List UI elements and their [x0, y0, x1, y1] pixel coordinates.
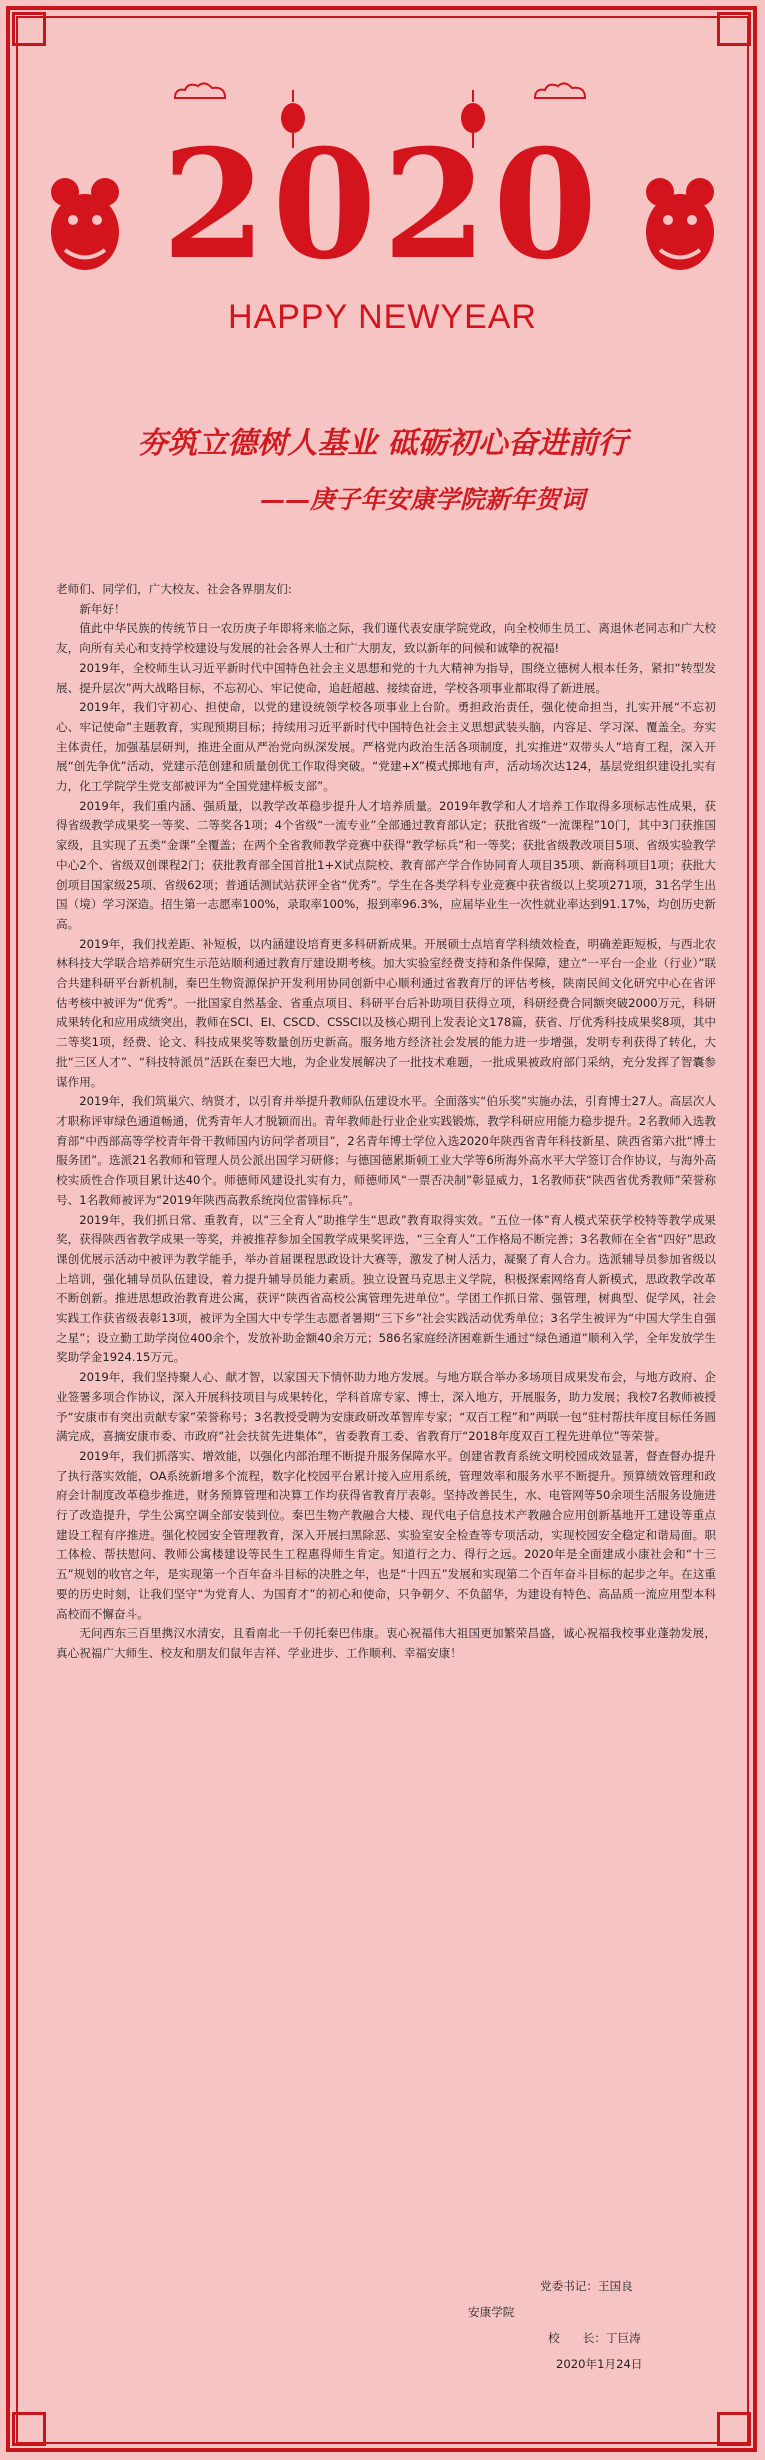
- letter-body: [56, 580, 716, 1664]
- signature-party-secretary: 党委书记：王国良: [540, 2279, 633, 2293]
- page-title: 夯筑立德树人基业 砥砺初心奋进前行: [137, 426, 628, 461]
- new-year-banner: [30, 117, 735, 360]
- cloud-icon: [530, 80, 590, 104]
- paragraph: 2019年，我们找差距、补短板，以内涵建设培育更多科研新成果。开展硕士点培育学科绩效检查，明确差距短板，与西北农林科技大学联合培养研究生示范站顺利通过教育厅建设期考核。加大实验室经费支持和条件保障，建立“一平台一企业（行业）”联合共建科研平台新机制，秦巴生物资源保护开发利用协同创新中心顺利通过省教育厅的评估考核，陕南民间文化研究中心在省评估考核中被评为“优秀”。一批国家自然基金、省重点项目、科研平台后补助项目获得立项，科研经费合同额突破2000万元，科研成果转化和应用成绩突出，教师在SCI、EI、CSCD、CSSCI以及核心期刊上发表论文178篇，获省、厅优秀科技成果奖8项，其中二等奖1项，经费、论文、科技成果奖等数量创历史新高。服务地方经济社会发展的能力进一步增强，发明专利获得了转化，大批“三区人才”、“科技特派员”活跃在秦巴大地，为企业发展解决了一批技术难题，一批成果被政府部门采纳，充分发挥了智囊参谋作用。: [56, 936, 716, 1089]
- paragraph: 新年好！: [79, 601, 126, 616]
- paragraph: 2019年，我们守初心、担使命，以党的建设统领学校各项事业上台阶。勇担政治责任，强化使命担当，扎实开展“不忘初心、牢记使命”主题教育，实现预期目标；持续用习近平新时代中国特色社会主义思想武装头脑，内容足、学习深、覆盖全。夯实主体责任，加强基层研判，推进全面从严治党向纵深发展。严格党内政治生活各项制度，扎实推进“双带头人”培育工程，深入开展“创先争优”活动，党建示范创建和质量创优工作取得突破。“党建+X”模式掷地有声，活动场次达124，基层党组织建设扎实有力，化工学院学生党支部被评为“全国党建样板支部”。: [56, 700, 716, 794]
- signature-president: 校 长：丁巨涛: [548, 2331, 641, 2345]
- salutation: 老师们、同学们，广大校友、社会各界朋友们:: [56, 582, 292, 596]
- paragraph: 无问西东三百里携汉水清安，且看南北一千仞托秦巴伟康。衷心祝福伟大祖国更加繁荣昌盛，诚心祝福我校事业蓬勃发展，真心祝福广大师生、校友和朋友们鼠年吉祥、学业进步、工作顺利、幸福安康！: [56, 1626, 716, 1660]
- banner-greeting: HAPPY NEWYEAR: [227, 298, 537, 336]
- signature-date: 2020年1月24日: [556, 2357, 643, 2371]
- paragraph: 2019年，我们坚持聚人心、献才智，以家国天下情怀助力地方发展。与地方联合举办多场项目成果发布会，与地方政府、企业签署多项合作协议，深入开展科技项目与成果转化，学科首席专家、博士，深入地方，开展服务，助力发展；我校7名教师被授予“安康市有突出贡献专家”荣誉称号；3名教授受聘为安康政研改革智库专家；“双百工程”和“两联一包”驻村帮扶年度目标任务圆满完成，喜摘安康市委、市政府“社会扶贫先进集体”，省委教育工委、省教育厅“2018年度双百工程先进单位”等荣誉。: [56, 1370, 716, 1444]
- paragraph: 2019年，我们筑巢穴、纳贤才，以引育并举提升教师队伍建设水平。全面落实“伯乐奖”实施办法，引育博士27人。高层次人才职称评审绿色通道畅通，优秀青年人才脱颖而出。青年教师赴行业企业实践锻炼，教学科研应用能力稳步提升。2名教师入选教育部“中西部高等学校青年骨干教师国内访问学者项目”，2名青年博士学位入选2020年陕西省青年科技新星、陕西省第六批“博士服务团”。选派21名教师和管理人员公派出国学习研修；与德国德累斯顿工业大学等6所海外高水平大学签订合作协议，与海外高校实质性合作项目累计达40个。师德师风建设扎实有力，师德师风“一票否决制”彰显威力，1名教师获“陕西省优秀教师”荣誉称号、1名教师被评为“2019年陕西高教系统岗位雷锋标兵”。: [56, 1094, 716, 1207]
- signature-institution: 安康学院: [468, 2305, 515, 2319]
- banner-year: 2020: [161, 117, 604, 293]
- cloud-icon: [170, 80, 230, 104]
- page-subtitle: ——庚子年安康学院新年贺词: [260, 485, 586, 514]
- paragraph: 2019年，我们抓日常、重教育，以“三全育人”助推学生“思政”教育取得实效。“五位一体”育人模式荣获学校特等教学成果奖，获得陕西省教学成果一等奖，并被推荐参加全国教学成果奖评选，“三全育人”工作格局不断完善；3名教师在全省“四好”思政课创优展示活动中被评为教学能手，举办首届课程思政设计大赛等，激发了树人活力，凝聚了育人合力。选派辅导员参加省级以上培训，强化辅导员队伍建设，着力提升辅导员能力素质。独立设置马克思主义学院，积极探索网络育人新模式，思政教学改革不断创新。推进思想政治教育进公寓，获评“陕西省高校公寓管理先进单位”。学团工作抓日常、强管理，树典型、促学风，社会实践工作获省级表彰13项，被评为全国大中专学生志愿者暑期“三下乡”社会实践活动优秀单位；3名学生被评为“中国大学生自强之星”；设立勤工助学岗位400余个，发放补助金额40余万元；586名家庭经济困难新生通过“绿色通道”顺利入学，全年发放学生奖助学金1924.15万元。: [56, 1212, 716, 1365]
- paragraph: 值此中华民族的传统节日一农历庚子年即将来临之际，我们谨代表安康学院党政，向全校师生员工、离退休老同志和广大校友，向所有关心和支持学校建设与发展的社会各界人士和广大朋友，致以新年的问候和诚挚的祝福!: [56, 621, 716, 656]
- paragraph: 2019年，我们重内涵、强质量，以教学改革稳步提升人才培养质量。2019年教学和人才培养工作取得多项标志性成果，获得省级教学成果奖一等奖、二等奖各1项；4个省级“一流专业”全部通过教育部认定；获批省级“一流课程”10门，其中3门获推国家级，且实现了五类“金课”全覆盖；在两个全省教师教学竞赛中获得“教学标兵”和一等奖；获批省级教改项目5项、省级实验教学中心2个、省级双创课程2门；获批教育部全国首批1+X试点院校、教育部产学合作协同育人项目35项、新商科项目1项；获批大创项目国家级25项、省级62项；普通话测试站获评全省“优秀”。学生在各类学科专业竞赛中获省级以上奖项271项，31名学生出国（境）学习深造。招生第一志愿率100%，录取率100%，报到率96.3%，应届毕业生一次性就业率达到91.17%，均创历史新高。: [56, 798, 716, 931]
- paragraph: 2019年，我们抓落实、增效能，以强化内部治理不断提升服务保障水平。创建省教育系统文明校园成效显著，督查督办提升了执行落实效能，OA系统新增多个流程，数字化校园平台累计接入应用系统，管理效率和服务水平不断提升。预算绩效管理和政府会计制度改革稳步推进，财务预算管理和决算工作均获得省教育厅表彰。坚持改善民生，水、电管网等50余项生活服务设施进行了改造提升，学生公寓空调全部安装到位。秦巴生物产教融合大楼、现代电子信息技术产教融合应用创新基地开工建设等重点建设工程有序推进。强化校园安全管理教育，深入开展扫黑除恶、实验室安全检查等专项活动，实现校园安全稳定和谐局面。职工体检、帮扶慰问、教师公寓楼建设等民生工程惠得师生肯定。知道行之力、得行之远。2020年是全面建成小康社会和“十三五”规划的收官之年，是实现第一个百年奋斗目标的决胜之年，也是“十四五”发展和实现第二个百年奋斗目标的起步之年。在这重要的历史时刻，让我们坚守“为党育人、为国育才”的初心和使命，只争朝夕、不负韶华，为建设有特色、高品质一流应用型本科高校而不懈奋斗。: [56, 1448, 716, 1621]
- paragraph: 2019年，全校师生认习近平新时代中国特色社会主义思想和党的十九大精神为指导，围绕立德树人根本任务，紧扣“转型发展、提升层次”两大战略目标，不忘初心、牢记使命，追赶超越、接续奋进，学校各项事业都取得了新进展。: [56, 660, 716, 695]
